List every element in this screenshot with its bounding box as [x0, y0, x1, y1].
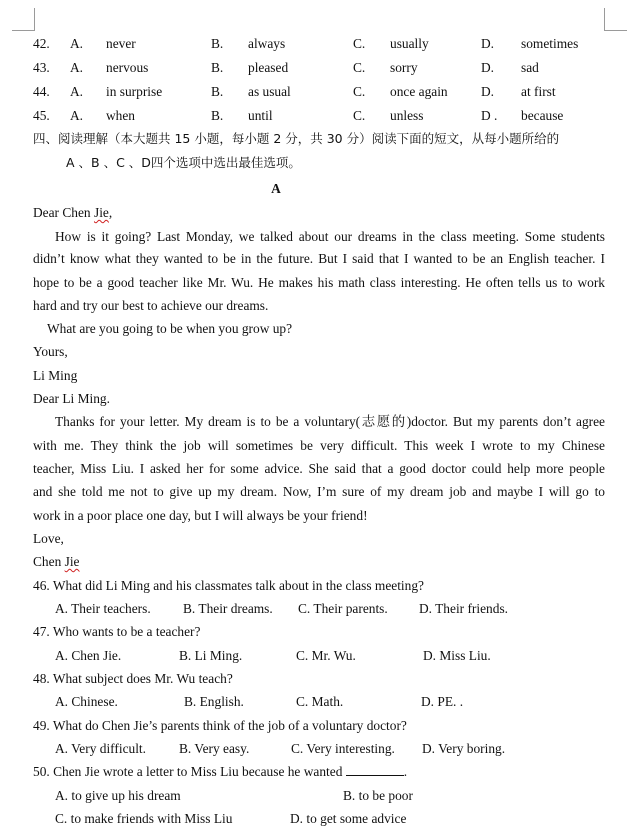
- letter1-line-1: How is it going? Last Monday, we talked about our dreams in the class meeting. Some students: [55, 229, 605, 244]
- letter1-signature: Li Ming: [33, 368, 78, 383]
- question-number: 45.: [33, 108, 50, 123]
- question-50-stem: [33, 764, 407, 780]
- answer-blank: [346, 764, 404, 776]
- option-letter: A.: [70, 108, 84, 123]
- letter2-greeting: Dear Li Ming.: [33, 391, 110, 406]
- letter2-line-2: with me. They think the job will sometimes be very difficult. This week I wrote to my Chinese: [33, 438, 605, 453]
- option-letter: C.: [353, 60, 366, 75]
- question-number: 42.: [33, 36, 50, 51]
- option-text: as usual: [248, 84, 291, 99]
- question-number: 43.: [33, 60, 50, 75]
- letter1-line-2: didn’t know what they wanted to be in the future. But I said that I wanted to be an English teacher. I: [33, 251, 605, 266]
- option-text: unless: [390, 108, 424, 123]
- option-letter: C.: [353, 108, 366, 123]
- option-text: because: [521, 108, 564, 123]
- option-text: usually: [390, 36, 429, 51]
- option-text: sad: [521, 60, 539, 75]
- option-c: C. Very interesting.: [291, 741, 395, 756]
- signature-last: Jie: [64, 554, 80, 569]
- crop-mark-top-right: [604, 8, 627, 31]
- stem-text: 50. Chen Jie wrote a letter to Miss Liu because he wanted: [33, 764, 346, 779]
- option-letter: A.: [70, 84, 84, 99]
- option-letter: D .: [481, 108, 498, 123]
- question-number: 44.: [33, 84, 50, 99]
- greeting-punct: ,: [108, 205, 113, 220]
- letter2-line-5: work in a poor place one day, but I will always be your friend!: [33, 508, 368, 523]
- option-a: A. to give up his dream: [55, 788, 181, 803]
- question-49-stem: 49. What do Chen Jie’s parents think of the job of a voluntary doctor?: [33, 718, 407, 733]
- letter2-signature: [33, 554, 80, 570]
- option-letter: C.: [353, 36, 366, 51]
- letter1-line-3: hope to be a good teacher like Mr. Wu. He makes his math class interesting. He often tells us to work: [33, 275, 605, 290]
- letter1-closing: Yours,: [33, 344, 68, 359]
- greeting-name: Jie: [93, 205, 109, 220]
- option-letter: D.: [481, 60, 495, 75]
- option-letter: B.: [211, 108, 224, 123]
- option-d: D. to get some advice: [290, 811, 407, 826]
- option-letter: A.: [70, 60, 84, 75]
- option-letter: A.: [70, 36, 84, 51]
- option-text: once again: [390, 84, 448, 99]
- option-letter: B.: [211, 60, 224, 75]
- option-b: B. English.: [184, 694, 244, 709]
- option-a: A. Very difficult.: [55, 741, 146, 756]
- letter2-closing: Love,: [33, 531, 64, 546]
- option-text: nervous: [106, 60, 149, 75]
- option-a: A. Their teachers.: [55, 601, 151, 616]
- section-heading-line-2: A 、B 、C 、D四个选项中选出最佳选项。: [66, 155, 301, 170]
- letter2-line-1: Thanks for your letter. My dream is to be a voluntary(志愿的)doctor. But my parents don’t agree: [55, 414, 605, 429]
- option-letter: D.: [481, 36, 495, 51]
- question-48-stem: 48. What subject does Mr. Wu teach?: [33, 671, 233, 686]
- section-heading-line-1: 四、阅读理解（本大题共 15 小题，每小题 2 分，共 30 分）阅读下面的短文，从每小题所给的: [33, 131, 560, 146]
- signature-first: Chen: [33, 554, 65, 569]
- option-d: D. Their friends.: [419, 601, 509, 616]
- stem-punct: .: [403, 764, 408, 779]
- option-b: B. Very easy.: [179, 741, 250, 756]
- option-a: A. Chinese.: [55, 694, 118, 709]
- option-letter: C.: [353, 84, 366, 99]
- option-letter: B.: [211, 84, 224, 99]
- question-46-stem: 46. What did Li Ming and his classmates talk about in the class meeting?: [33, 578, 424, 593]
- option-b: B. Their dreams.: [183, 601, 273, 616]
- option-text: never: [106, 36, 136, 51]
- option-d: D. PE. .: [421, 694, 464, 709]
- option-text: always: [248, 36, 286, 51]
- letter1-line-4: hard and try our best to achieve our dreams.: [33, 298, 269, 313]
- option-text: sometimes: [521, 36, 579, 51]
- option-d: D. Miss Liu.: [423, 648, 491, 663]
- option-letter: B.: [211, 36, 224, 51]
- option-letter: D.: [481, 84, 495, 99]
- letter2-line-4: and she told me not to give up my dream. Now, I’m sure of my dream job and maybe I will go to: [33, 484, 605, 499]
- option-text: at first: [521, 84, 556, 99]
- option-text: in surprise: [106, 84, 163, 99]
- option-b: B. to be poor: [343, 788, 413, 803]
- option-c: C. Math.: [296, 694, 344, 709]
- passage-label: A: [271, 181, 281, 196]
- option-c: C. Mr. Wu.: [296, 648, 356, 663]
- letter1-question: What are you going to be when you grow up?: [47, 321, 293, 336]
- letter1-greeting: [33, 205, 112, 221]
- option-c: C. to make friends with Miss Liu: [55, 811, 233, 826]
- option-text: sorry: [390, 60, 418, 75]
- crop-mark-top-left: [12, 8, 35, 31]
- option-b: B. Li Ming.: [179, 648, 243, 663]
- option-d: D. Very boring.: [422, 741, 506, 756]
- option-text: pleased: [248, 60, 289, 75]
- option-c: C. Their parents.: [298, 601, 388, 616]
- question-47-stem: 47. Who wants to be a teacher?: [33, 624, 201, 639]
- greeting-text: Dear Chen: [33, 205, 94, 220]
- option-text: when: [106, 108, 136, 123]
- option-text: until: [248, 108, 273, 123]
- option-a: A. Chen Jie.: [55, 648, 122, 663]
- letter2-line-3: teacher, Miss Liu. I asked her for some advice. She said that a good doctor could help more people: [33, 461, 605, 476]
